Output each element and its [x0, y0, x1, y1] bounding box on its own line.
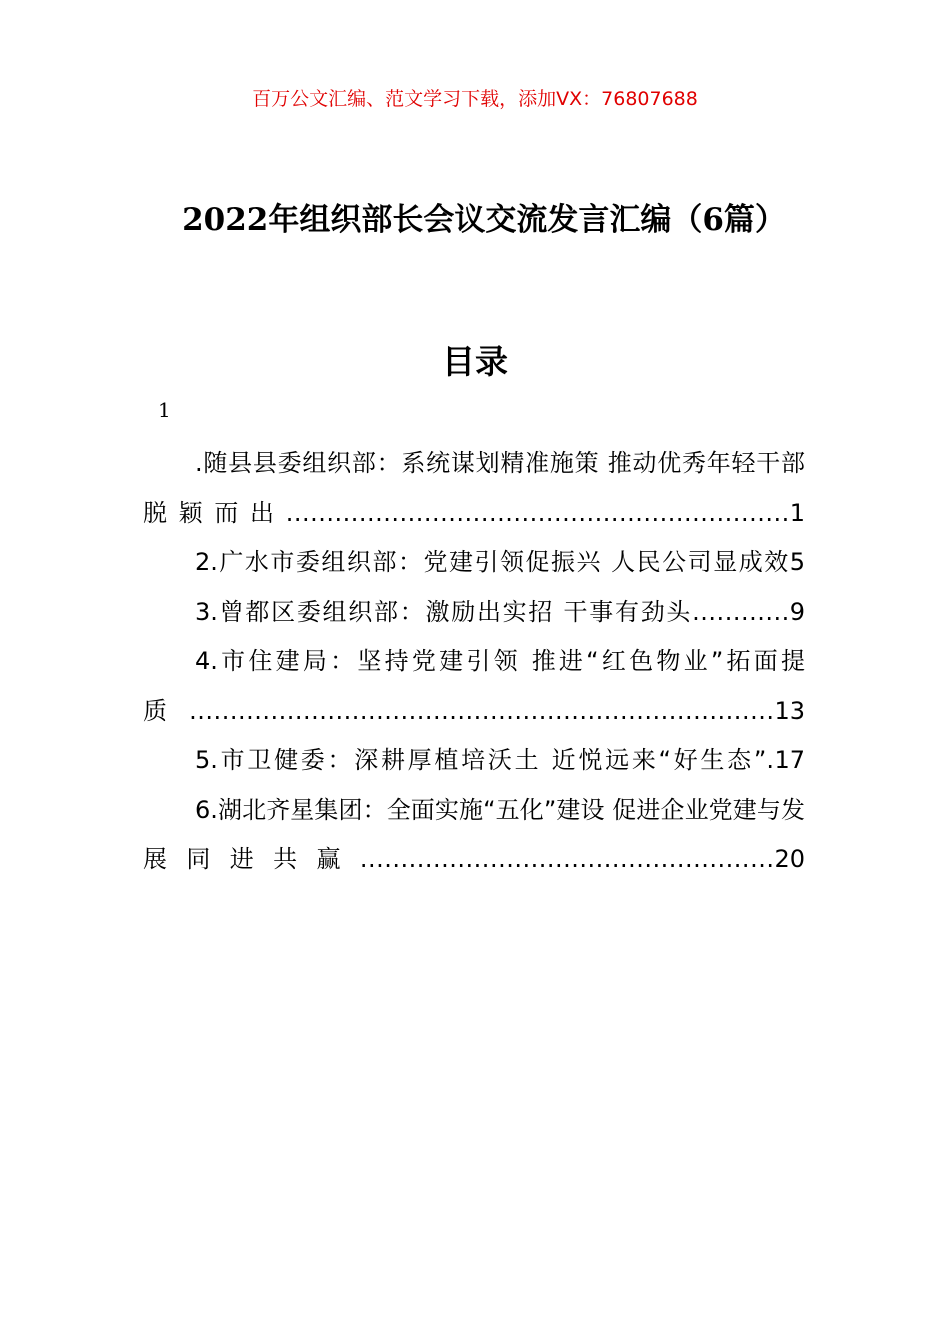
toc-entry-page: 20: [774, 845, 805, 873]
toc-entry-page: 1: [789, 498, 805, 527]
toc-entry-page: 17: [774, 746, 805, 774]
toc-entry-leader: ...................................................: [359, 845, 775, 873]
toc-entry-leader: ............: [692, 597, 790, 626]
toc-entry-title: 3.曾都区委组织部：激励出实招 干事有劲头: [195, 597, 693, 626]
toc-entry-5[interactable]: [143, 736, 805, 786]
toc-entry-page: 13: [774, 696, 805, 725]
document-title: 2022年组织部长会议交流发言汇编（6篇）: [182, 201, 786, 238]
toc-entry-1[interactable]: [143, 439, 805, 538]
table-of-contents: [143, 439, 805, 885]
toc-entry-page: 5: [789, 548, 805, 576]
toc-entry-title: 2.广水市委组织部：党建引领促振兴 人民公司显成效: [195, 548, 790, 576]
toc-entry-title: 5.市卫健委：深耕厚植培沃土 近悦远来“好生态”: [195, 746, 767, 774]
toc-entry-title: 4.市住建局：坚持党建引领 推进“红色物业”拓面提质: [143, 647, 805, 725]
toc-entry-leader: ..............................................................: [285, 498, 790, 527]
toc-entry-title: 6.湖北齐星集团：全面实施“五化”建设 促进企业党建与发展同进共赢: [143, 795, 805, 873]
page-marker: 1: [158, 398, 171, 422]
toc-entry-4[interactable]: [143, 637, 805, 736]
toc-entry-6[interactable]: [143, 786, 805, 885]
toc-entry-2[interactable]: [143, 538, 805, 588]
toc-entry-title: .随县县委组织部：系统谋划精准施策 推动优秀年轻干部脱颖而出: [143, 449, 805, 527]
toc-entry-leader: ........................................................................: [189, 696, 775, 725]
toc-heading: 目录: [442, 342, 508, 381]
toc-entry-leader: .: [766, 746, 775, 774]
toc-entry-3[interactable]: [143, 588, 805, 638]
toc-entry-page: 9: [789, 597, 805, 626]
promo-banner: 百万公文汇编、范文学习下载，添加VX：76807688: [252, 88, 698, 110]
